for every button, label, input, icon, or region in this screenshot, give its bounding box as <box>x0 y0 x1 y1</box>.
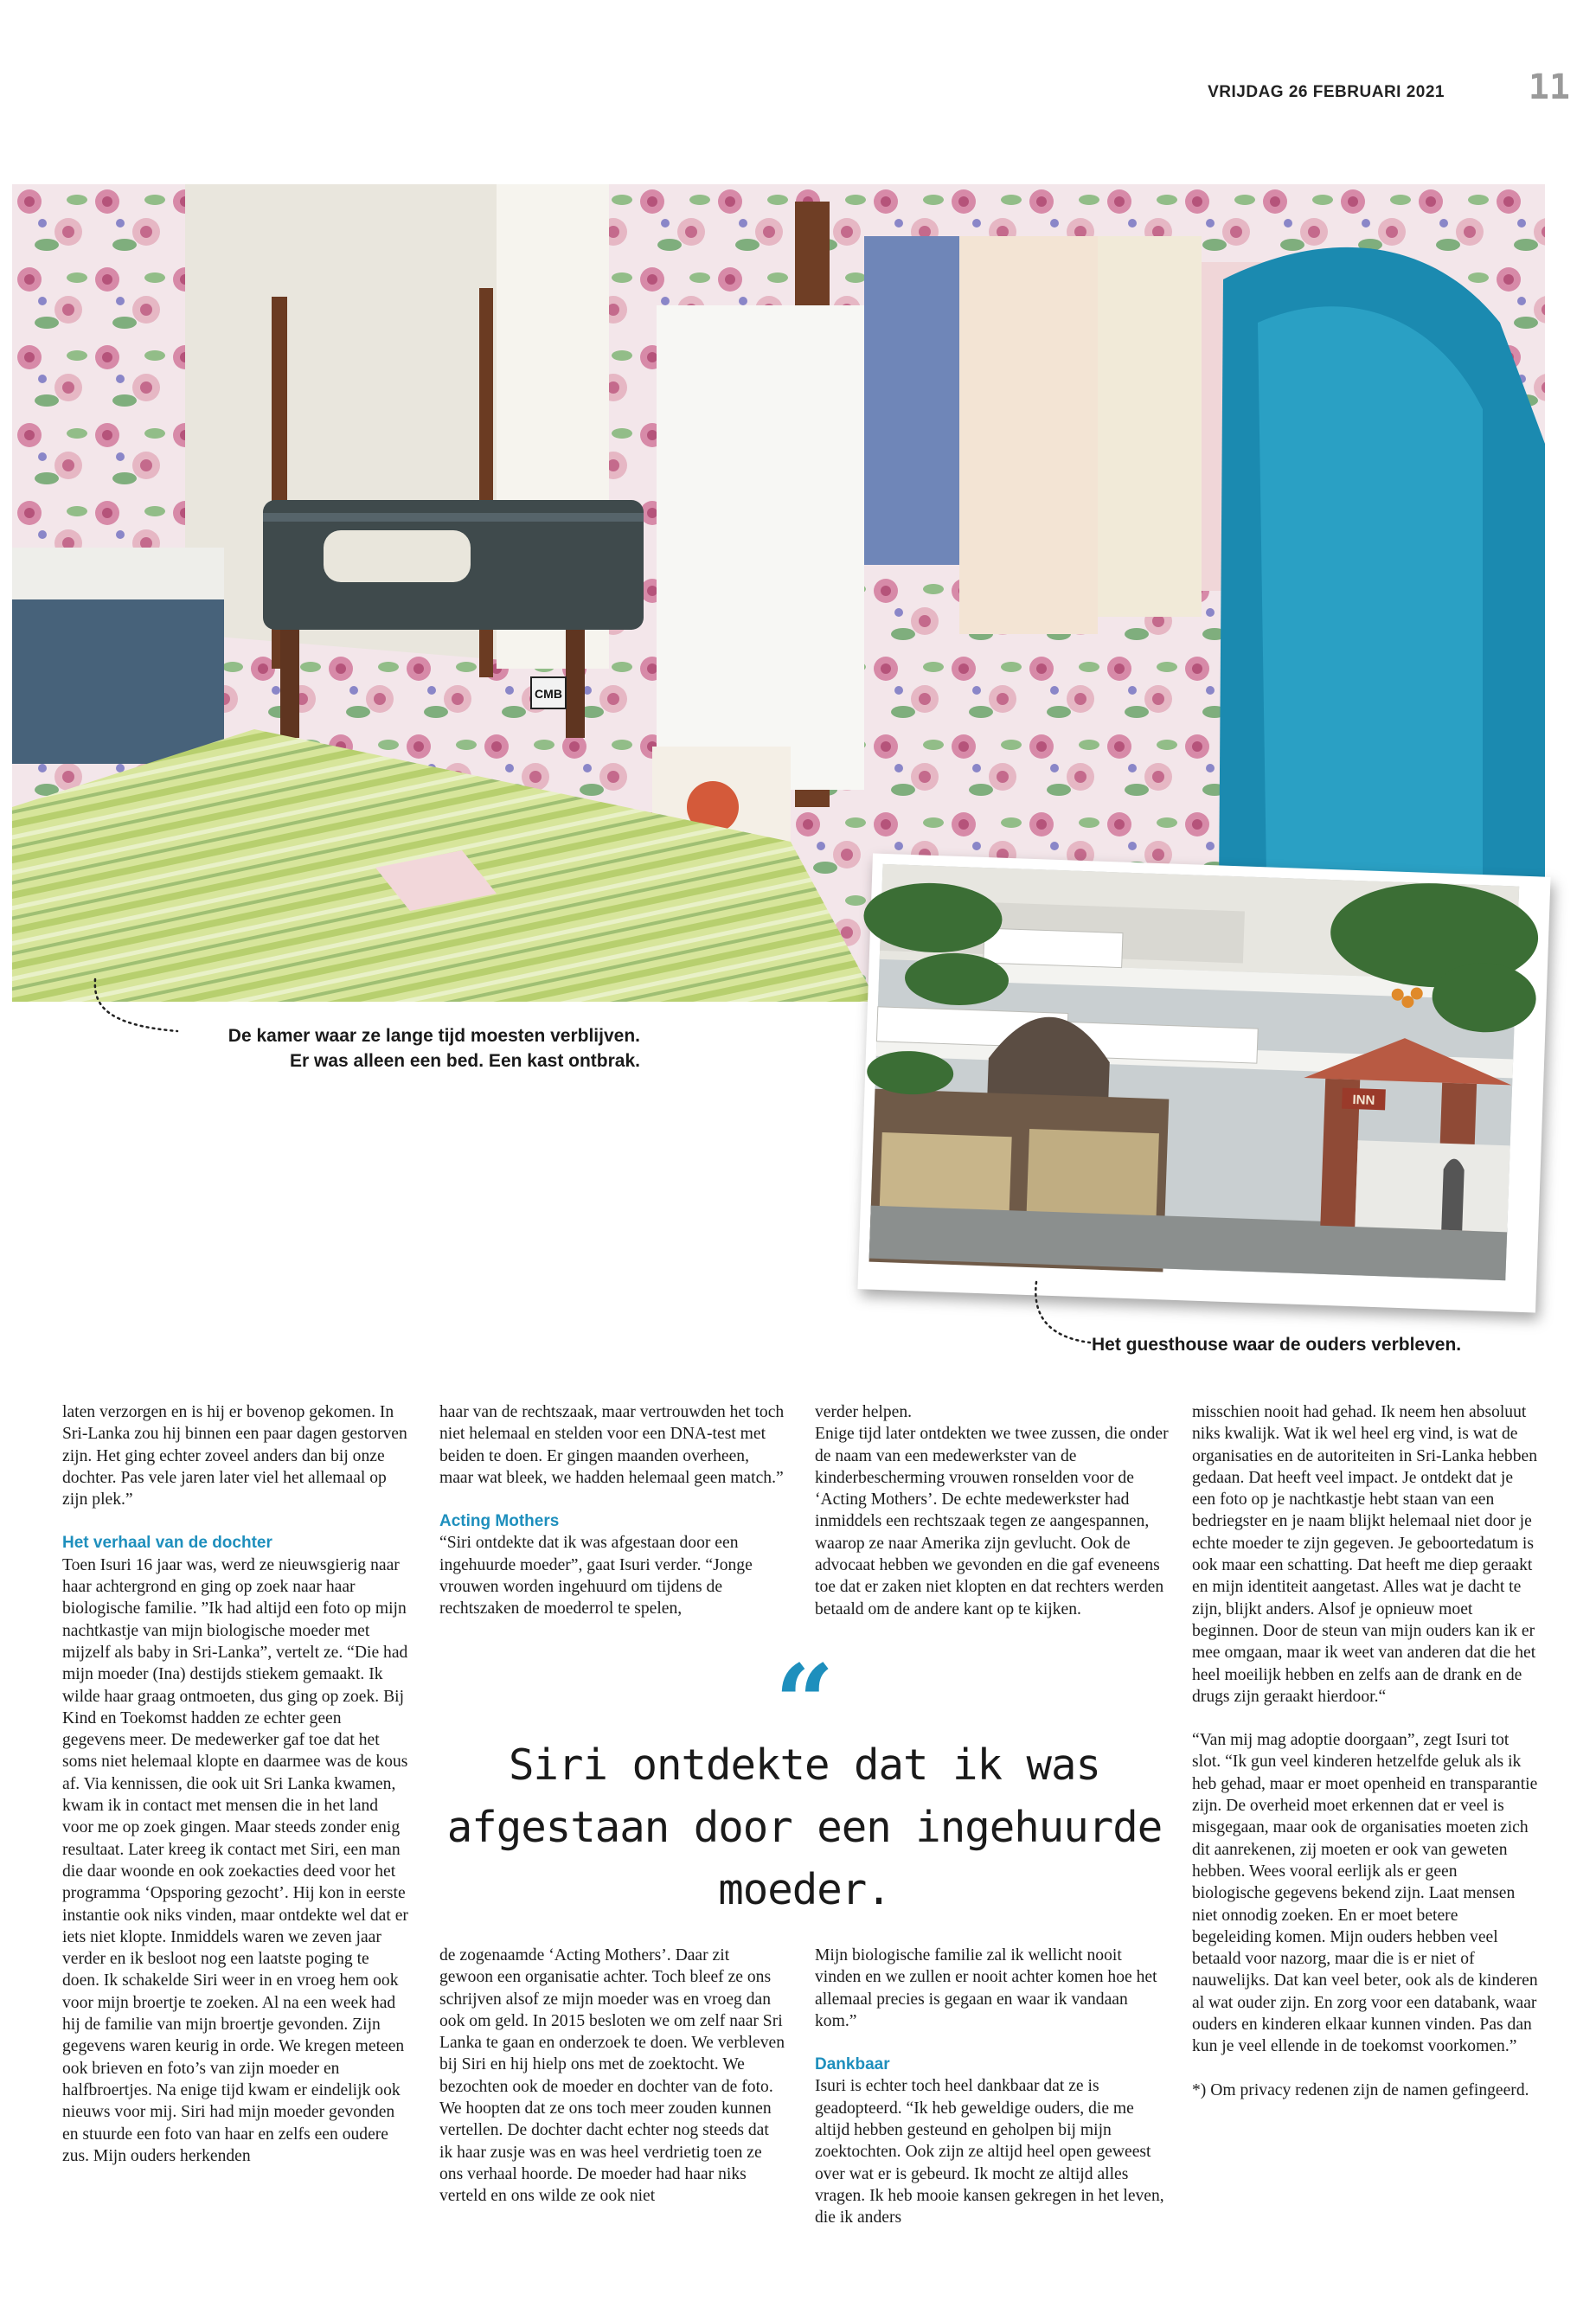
article-column-4 <box>1192 1401 1538 2101</box>
article-paragraph: “Siri ontdekte dat ik was afgestaan door een ingehuurde moeder”, gaat Isuri verder. “Jonge vrouwen worden ingehuurd om tijdens de rechtszaken de moederrol te spelen, <box>439 1534 753 1618</box>
article-paragraph: verder helpen. Enige tijd later ontdekten we twee zussen, die onder de naam van een medewerkster van de kinderbescherming vrouwen ronselden voor de ‘Acting Mothers’. De echte medewerkster had inmiddels een rechtszaak tegen ze aangespannen, waarop ze naar Amerika zijn gevlucht. Ook de advocaat hebben we gevonden en die gaf eveneens toe dat er zaken niet klopten en dat rechters werden betaald om de andere kant op te kijken. <box>815 1403 1169 1618</box>
article-paragraph: “Van mij mag adoptie doorgaan”, zegt Isuri tot slot. “Ik gun veel kinderen hetzelfde geluk als ik heb gehad, maar er moet openheid en transparantie zijn. De overheid moet erkennen dat er veel is misgegaan, maar ook de organisaties moeten zich dit aanrekenen, zij moeten er ook van geweten hebben. Wees vooral eerlijk als er geen biologische gegevens bekend zijn. Laat mensen niet onnodig zoeken. En er moet betere begeleiding komen. Mijn ouders hebben veel betaald voor nazorg, maar die is er niet of nauwelijks. Dat kan veel beter, ook als de kinderen al wat ouder zijn. En zorg voor een databank, waar ouders en kinderen elkaar kunnen vinden. Pas dan kun je veel ellende in de toekomst voorkomen.” <box>1192 1731 1538 2056</box>
guesthouse-photo-frame <box>857 853 1550 1312</box>
article-paragraph: misschien nooit had gehad. Ik neem hen absoluut niks kwalijk. Wat ik wel heel erg vind, is wat de organisaties en de autoriteiten in Sri-Lanka hebben gedaan. Dat heeft veel impact. Je ontdekt dat je een foto op je nachtkastje hebt staan van een bedriegster en je naam blijkt helemaal niet door je echte moeder te zijn gegeven. Je geboortedatum is ook maar een schatting. Dat heeft me diep geraakt en mijn identiteit aangetast. Alles wat je dacht te zijn, blijkt anders. Alsof je opnieuw moet beginnen. Door de steun van mijn ouders kan ik er mee omgaan, maar ik weet van anderen dat die het heel moeilijk hebben en zelfs aan de drank en de drugs zijn geraakt hierdoor.“ <box>1192 1403 1538 1706</box>
article-paragraph: Mijn biologische familie zal ik wellicht nooit vinden en we zullen er nooit achter komen hoe het allemaal precies is gegaan en waar ik vandaan kom.” <box>815 1946 1157 2030</box>
article-column-3-continued <box>815 1945 1170 2229</box>
article-column-2-continued <box>439 1945 785 2208</box>
quote-mark-icon <box>774 1642 835 1764</box>
article-paragraph: de zogenaamde ‘Acting Mothers’. Daar zit gewoon een organisatie achter. Toch bleef ze ons schrijven alsof ze mijn moeder was en vroeg dan ook om geld. In 2015 besloten we om zelf naar Sri Lanka te gaan en onderzoek te doen. We verbleven bij Siri en hij hielp ons met de zoektocht. We bezochten ook de moeder en dochter van de foto. We hoopten dat ze ons toch meer zouden kunnen vertellen. De dochter dacht echter nog steeds dat ik haar zusje was en was heel verdrietig toen ze ons verhaal hoorde. De moeder had haar niks verteld en ons wilde ze ook niet <box>439 1946 785 2206</box>
room-photo-caption <box>182 1023 640 1074</box>
pull-quote: Siri ontdekte dat ik was afgestaan door een ingehuurde moeder. <box>446 1740 1163 1914</box>
inn-sign-label: INN <box>1352 1093 1375 1108</box>
article-paragraph: laten verzorgen en is hij er bovenop gekomen. In Sri-Lanka zou hij binnen een paar dagen gestorven zijn. Het ging echter zoveel anders dan bij onze dochter. Pas vele jaren later viel het allemaal op zijn plek.” <box>62 1403 407 1509</box>
room-caption-line-2: Er was alleen een bed. Een kast ontbrak. <box>290 1051 640 1071</box>
article-paragraph: haar van de rechtszaak, maar vertrouwden het toch niet helemaal en stelden voor een DNA-test met beiden te doen. Er gingen maanden overheen, maar wat bleek, we hadden helemaal geen match.” <box>439 1403 785 1487</box>
issue-date: VRIJDAG 26 FEBRUARI 2021 <box>1208 83 1445 101</box>
page-number: 11 <box>1528 67 1570 107</box>
guesthouse-caption-leader <box>1028 1280 1097 1349</box>
article-column-1 <box>62 1401 408 2167</box>
subheading-acting-mothers: Acting Mothers <box>439 1512 560 1531</box>
article-paragraph: Toen Isuri 16 jaar was, werd ze nieuwsgierig naar haar achtergrond en ging op zoek naar haar biologische familie. ”Ik had altijd een foto op mijn nachtkastje van mijn biologische moeder met mijzelf als baby in Sri-Lanka”, vertelt ze. “Die had mijn moeder (Ina) destijds stiekem gemaakt. Ik wilde haar graag ontmoeten, dus ging op zoek. Bij Kind en Toekomst hadden ze echter geen gegevens meer. De medewerker gaf toe dat het soms niet helemaal klopte en daarmee was de kous af. Via kennissen, die ook uit Sri Lanka kwamen, kwam ik in contact met mensen die in het land voor me op zoek gingen. Maar steeds zonder enig resultaat. Later kreeg ik contact met Siri, een man die daar woonde en ook zoekacties deed voor het programma ‘Opsporing gezocht’. Hij kon in eerste instantie ook niks vinden, maar ontdekte wel dat er iets niet klopte. Inmiddels waren we zeven jaar verder en ik besloot nog een laatste poging te doen. Ik schakelde Siri weer in en vroeg hem ook voor mijn broertje te zoeken. Al na een week had hij de familie van mijn broertje gevonden. Zijn gegevens waren keurig in orde. We kregen meteen ook brieven en foto’s van zijn moeder en halfbroertjes. Na enige tijd kwam er eindelijk ook nieuws voor mij. Siri had mijn moeder gevonden en stuurde een foto van haar en zelfs een oudere zus. Mijn ouders herkenden <box>62 1555 408 2165</box>
room-caption-line-1: De kamer waar ze lange tijd moesten verblijven. <box>228 1026 640 1046</box>
luggage-tag-label: CMB <box>535 687 562 701</box>
guesthouse-photo-caption: Het guesthouse waar de ouders verbleven. <box>1092 1335 1462 1355</box>
subheading-daughter-story: Het verhaal van de dochter <box>62 1534 272 1553</box>
guesthouse-photo <box>869 864 1519 1280</box>
article-column-3 <box>815 1401 1170 1620</box>
room-caption-leader <box>87 977 182 1038</box>
privacy-footnote: *) Om privacy redenen zijn de namen gefingeerd. <box>1192 2080 1529 2099</box>
article-paragraph: Isuri is echter toch heel dankbaar dat ze is geadopteerd. “Ik heb geweldige ouders, die me altijd hebben gesteund en geholpen bij mijn zoektochten. Ook zijn ze altijd heel open geweest over wat er is gebeurd. Ik mocht ze altijd alles vragen. Ik heb mooie kansen gekregen in het leven, die ik anders <box>815 2077 1164 2227</box>
svg-text:“: “ <box>774 1642 835 1764</box>
subheading-grateful: Dankbaar <box>815 2055 890 2074</box>
article-column-2 <box>439 1401 785 1620</box>
page-header <box>1068 67 1587 111</box>
